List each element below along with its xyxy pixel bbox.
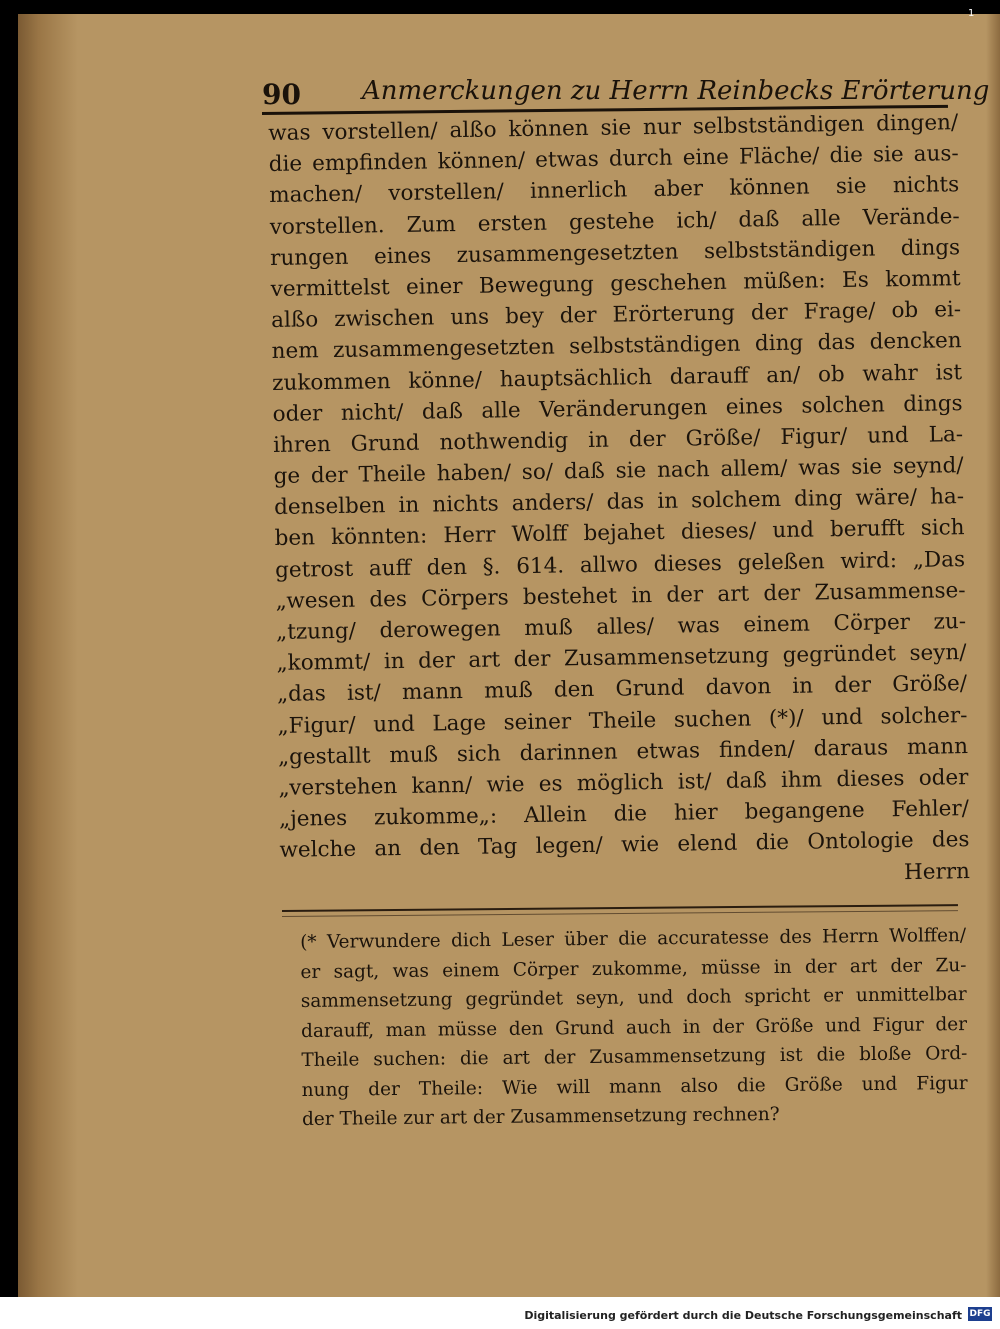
body-line: was vorstellen/ alßo können sie nur selbstständigen dingen/ [268, 110, 959, 146]
funding-credit: Digitalisierung gefördert durch die Deutsche Forschungsgemeinschaft [524, 1309, 962, 1322]
body-line: „Figur/ und Lage seiner Theile suchen (*)/ und solcher- [277, 702, 968, 739]
body-line: rungen eines zusammengesetzten selbstständigen dings [270, 234, 961, 271]
footer-bar [0, 1297, 1000, 1329]
footnote-line: (* Verwundere dich Leser über die accuratesse des Herrn Wolffen/ [300, 925, 967, 953]
body-text [268, 107, 970, 897]
page-edge [986, 14, 1000, 1297]
footnote-line: nung der Theile: Wie will mann also die Größe und Figur [301, 1072, 968, 1101]
body-line: zukommen könne/ hauptsächlich darauff an/ ob wahr ist [271, 359, 963, 396]
body-line: denselben in nichts anders/ das in solchem ding wäre/ ha- [273, 484, 965, 521]
body-line: alßo zwischen uns bey der Erörterung der Frage/ ob ei- [270, 297, 962, 334]
body-line: „gestallt muß sich darinnen etwas finden/ daraus mann [277, 733, 969, 770]
body-line: oder nicht/ daß alle Veränderungen eines solchen dings [272, 390, 963, 427]
body-line: nem zusammengesetzten selbstständigen ding das dencken [271, 328, 962, 365]
body-line: welche an den Tag legen/ wie elend die Ontologie des [279, 827, 970, 864]
body-line: ihren Grund nothwendig in der Größe/ Figur/ und La- [272, 421, 964, 458]
body-line: die empfinden können/ etwas durch eine Fläche/ die sie aus- [268, 141, 959, 178]
footnote [300, 921, 968, 1134]
footnote-line: der Theile zur art der Zusammensetzung rechnen? [301, 1103, 780, 1130]
body-line: „wesen des Cörpers bestehet in der art der Zusammense- [275, 577, 966, 614]
corner-mark: 1 [968, 8, 975, 19]
running-title: Anmerckungen zu Herrn Reinbecks Erörterung [362, 76, 990, 106]
page-binding-shadow [18, 14, 78, 1297]
body-line: „tzung/ derowegen muß alles/ was einem Cörper zu- [275, 609, 967, 645]
footnote-line: Theile suchen: die art der Zusammensetzung ist die bloße Ord- [301, 1043, 968, 1071]
body-line: „jenes zukomme„: Allein die hier begangene Fehler/ [278, 796, 970, 833]
body-line: ge der Theile haben/ so/ daß sie nach allem/ was sie seynd/ [273, 453, 964, 490]
footnote-line: er sagt, was einem Cörper zukomme, müsse in der art der Zu- [300, 954, 967, 983]
body-line: vorstellen. Zum ersten gestehe ich/ daß alle Verände- [269, 203, 960, 240]
catchword: Herrn [903, 858, 971, 885]
body-line: getrost auff den §. 614. allwo dieses geleßen wird: „Das [274, 546, 966, 583]
body-line: ben könnten: Herr Wolff bejahet dieses/ und berufft sich [274, 515, 965, 552]
body-line: „das ist/ mann muß den Grund davon in der Größe/ [276, 671, 968, 708]
footnote-line: darauff, man müsse den Grund auch in der Größe und Figur der [300, 1013, 968, 1042]
body-line: vermittelst einer Bewegung geschehen müßen: Es kommt [270, 266, 961, 302]
body-line: machen/ vorstellen/ innerlich aber können sie nichts [269, 172, 960, 209]
page-number: 90 [262, 78, 301, 111]
body-line: „kommt/ in der art der Zusammensetzung gegründet seyn/ [276, 640, 967, 677]
dfg-logo-icon: DFG [969, 1309, 991, 1319]
body-line: „verstehen kann/ wie es möglich ist/ daß ihm dieses oder [278, 765, 969, 801]
footnote-line: sammensetzung gegründet seyn, und doch spricht er unmittelbar [300, 984, 967, 1012]
